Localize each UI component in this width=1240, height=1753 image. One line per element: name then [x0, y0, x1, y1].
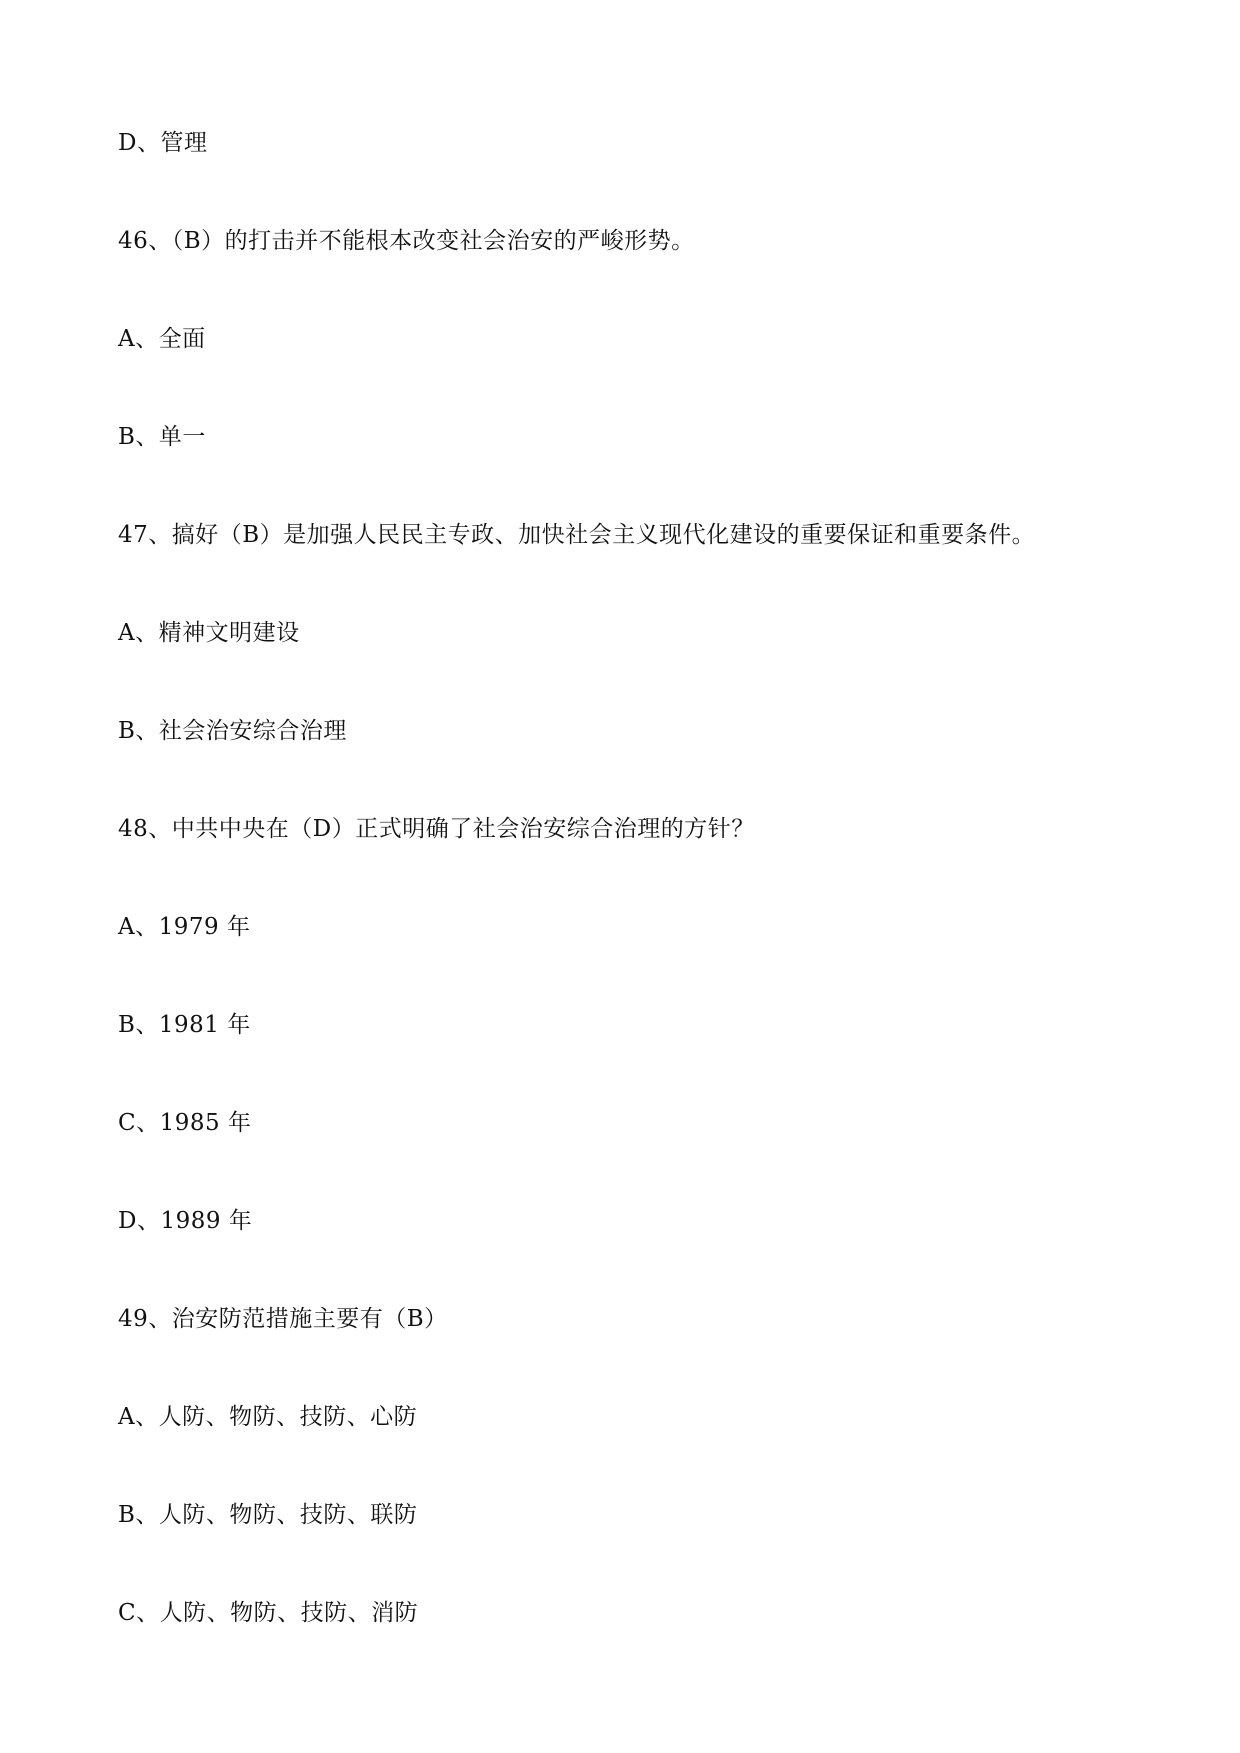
answer-option-b-q49: B、人防、物防、技防、联防: [118, 1502, 418, 1528]
answer-option-c-q49: C、人防、物防、技防、消防: [118, 1600, 419, 1626]
answer-option-c-q48: C、1985 年: [118, 1110, 252, 1136]
answer-option-a-q47: A、精神文明建设: [118, 620, 300, 646]
answer-option-d-q45: D、管理: [118, 130, 208, 156]
question-48: 48、中共中央在（D）正式明确了社会治安综合治理的方针？: [118, 816, 755, 842]
answer-option-a-q48: A、1979 年: [118, 914, 251, 940]
answer-option-a-q49: A、人防、物防、技防、心防: [118, 1404, 418, 1430]
answer-option-b-q46: B、单一: [118, 424, 206, 450]
answer-option-a-q46: A、全面: [118, 326, 206, 352]
question-46: 46、（B）的打击并不能根本改变社会治安的严峻形势。: [118, 228, 695, 254]
answer-option-d-q48: D、1989 年: [118, 1208, 253, 1234]
answer-option-b-q47: B、社会治安综合治理: [118, 718, 347, 744]
answer-option-b-q48: B、1981 年: [118, 1012, 251, 1038]
question-47: 47、搞好（B）是加强人民民主专政、加快社会主义现代化建设的重要保证和重要条件。: [118, 522, 1036, 548]
question-49: 49、治安防范措施主要有（B）: [118, 1306, 448, 1332]
